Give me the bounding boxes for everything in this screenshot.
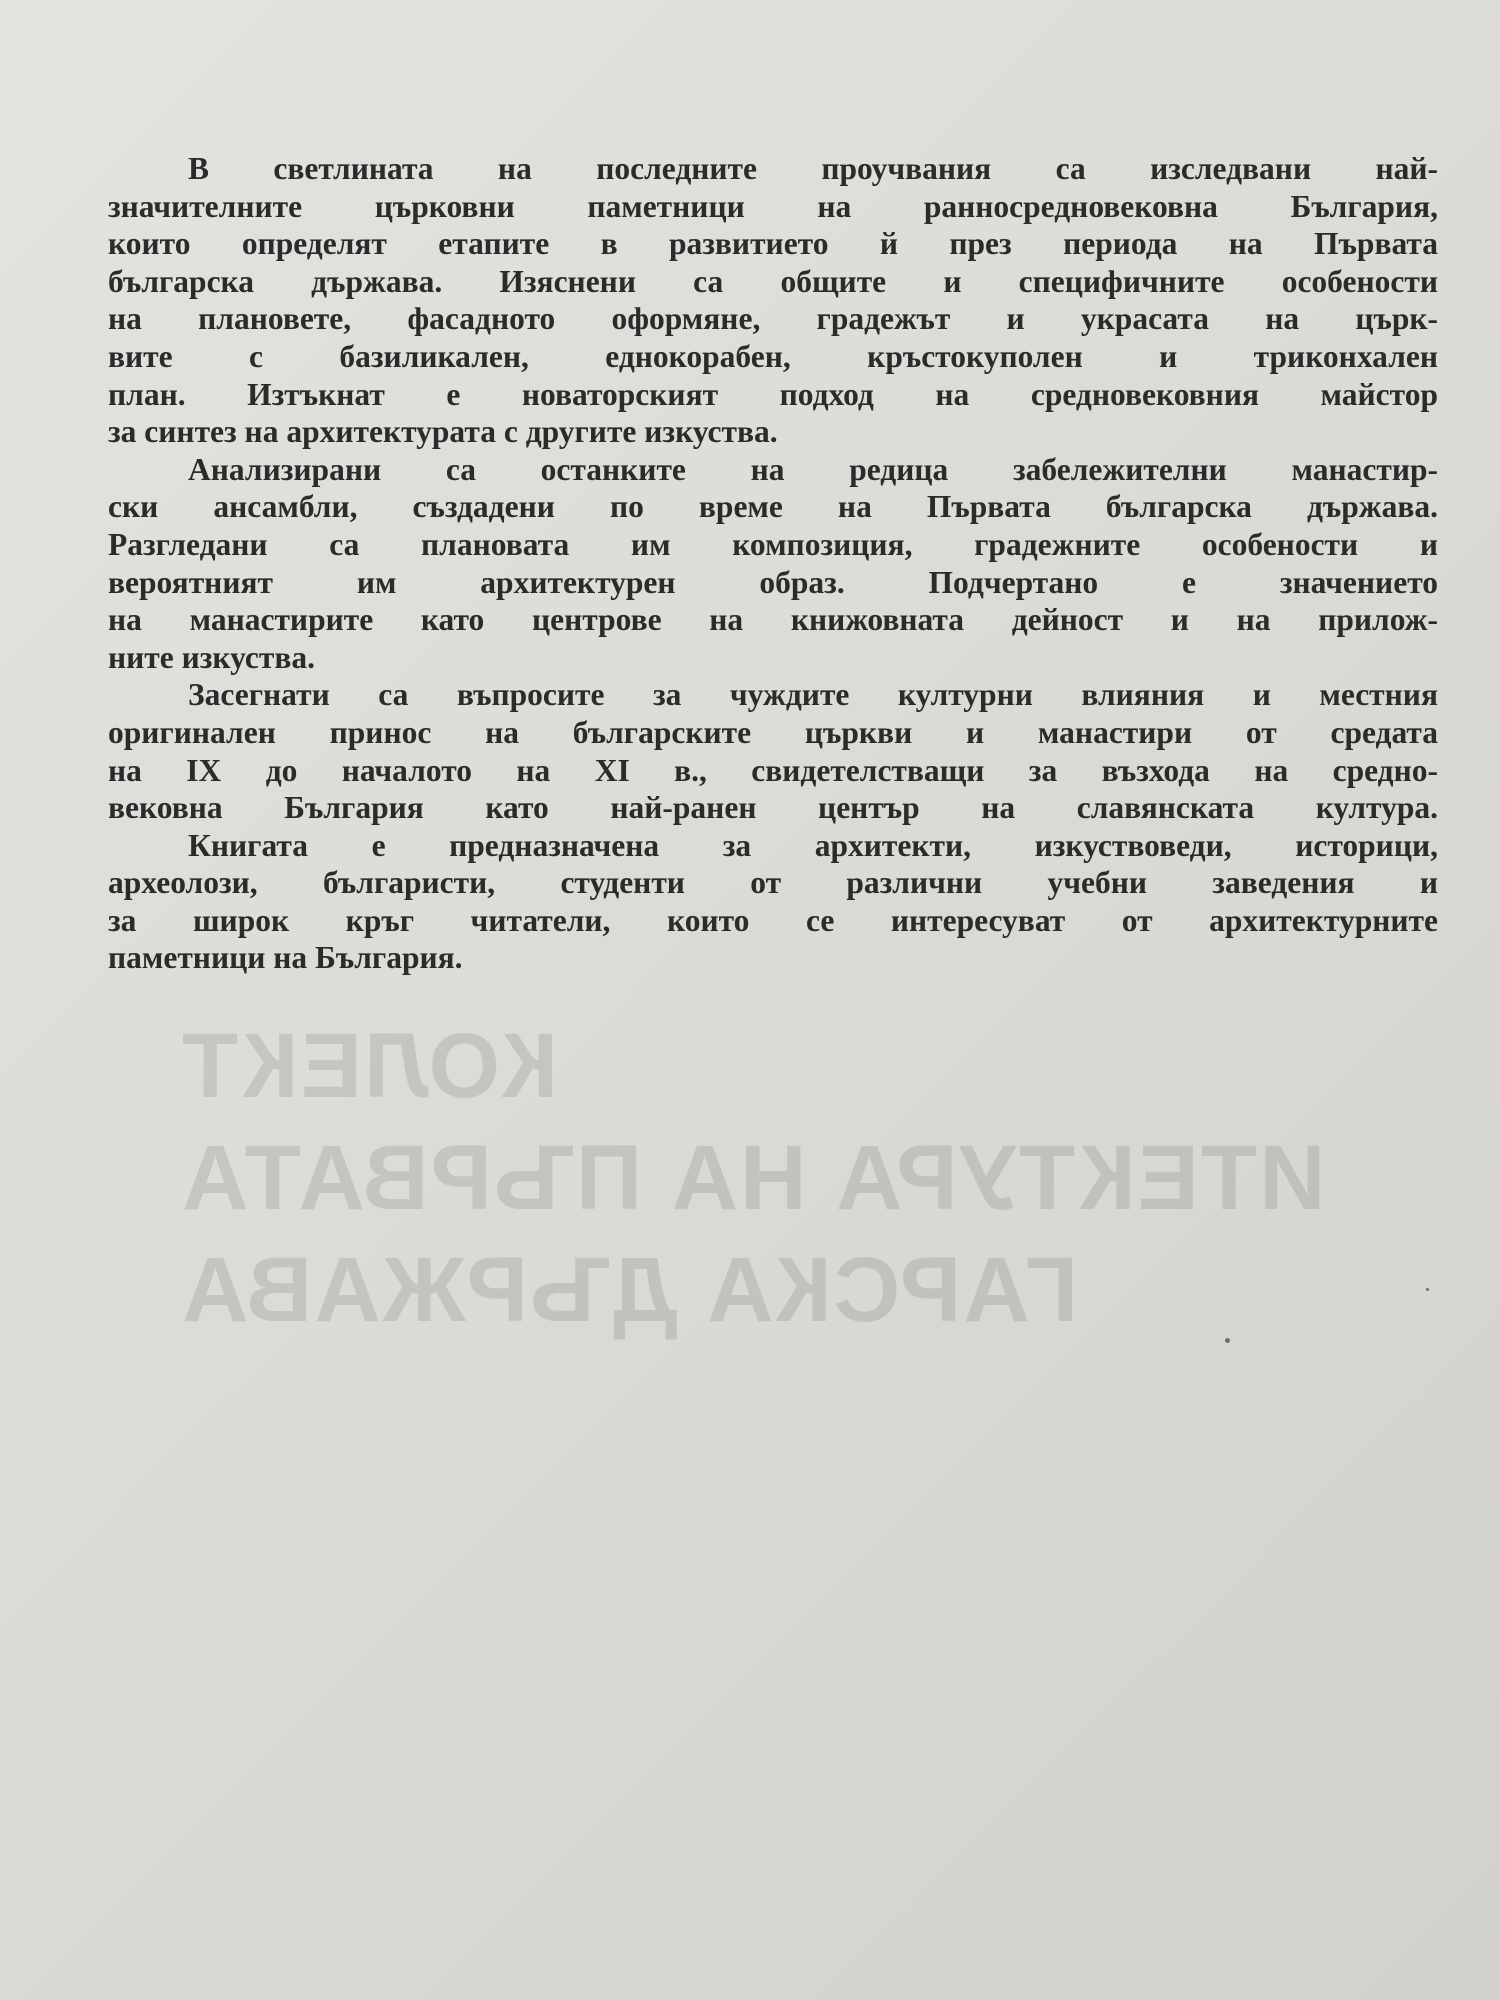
text-line: за синтез на архитектурата с другите изкуства.: [108, 414, 778, 450]
text-line: Разгледани са плановата им композиция, градежните особености и: [108, 526, 1438, 562]
text-line: на манастирите като центрове на книжовната дейност и на прилож-: [108, 602, 1438, 638]
text-line: паметници на България.: [108, 940, 463, 976]
annotation-text: [108, 150, 1438, 977]
text-line: В светлината на последните проучвания са изследвани най-: [188, 151, 1438, 186]
text-line: вековна България като най-ранен център на славянската култура.: [108, 790, 1438, 826]
paragraph-4: [108, 827, 1438, 977]
bleed-through-text: [180, 1010, 1480, 1346]
paper-speck: [1426, 1288, 1429, 1291]
paragraph-2: [108, 451, 1438, 677]
bleed-line: ГАРСКА ДЪРЖАВА: [180, 1239, 1079, 1341]
text-line: Анализирани са останките на редица забележителни манастир-: [188, 451, 1438, 487]
bleed-line: ИТЕКТУРА НА ПЪРВАТА: [180, 1127, 1326, 1229]
text-line: на IX до началото на XI в., свидетелстващи за възхода на средно-: [108, 752, 1438, 788]
text-line: ните изкуства.: [108, 639, 316, 675]
text-line: ски ансамбли, създадени по време на Първата българска държава.: [108, 489, 1438, 525]
paragraph-3: [108, 676, 1438, 826]
text-line: план. Изтъкнат е новаторският подход на средновековния майстор: [108, 376, 1438, 412]
text-line: Книгата е предназначена за архитекти, изкуствоведи, историци,: [188, 827, 1438, 863]
text-line: които определят етапите в развитието й през периода на Първата: [108, 226, 1438, 262]
text-line: за широк кръг читатели, които се интересуват от архитектурните: [108, 902, 1438, 938]
text-line: значителните църковни паметници на ранносредновековна България,: [108, 188, 1438, 224]
text-line: българска държава. Изяснени са общите и специфичните особености: [108, 263, 1438, 299]
text-line: вите с базиликален, еднокорабен, кръстокуполен и триконхален: [108, 338, 1438, 374]
paragraph-1: [108, 150, 1438, 451]
text-line: археолози, българисти, студенти от различни учебни заведения и: [108, 865, 1438, 901]
text-line: вероятният им архитектурен образ. Подчертано е значението: [108, 564, 1438, 600]
text-line: Засегнати са въпросите за чуждите културни влияния и местния: [188, 677, 1438, 713]
text-line: оригинален принос на българските църкви и манастири от средата: [108, 714, 1438, 750]
paper-speck: [1225, 1338, 1230, 1343]
text-line: на плановете, фасадното оформяне, градежът и украсата на църк-: [108, 301, 1438, 337]
bleed-line: КОЛЕКТ: [180, 1015, 558, 1117]
